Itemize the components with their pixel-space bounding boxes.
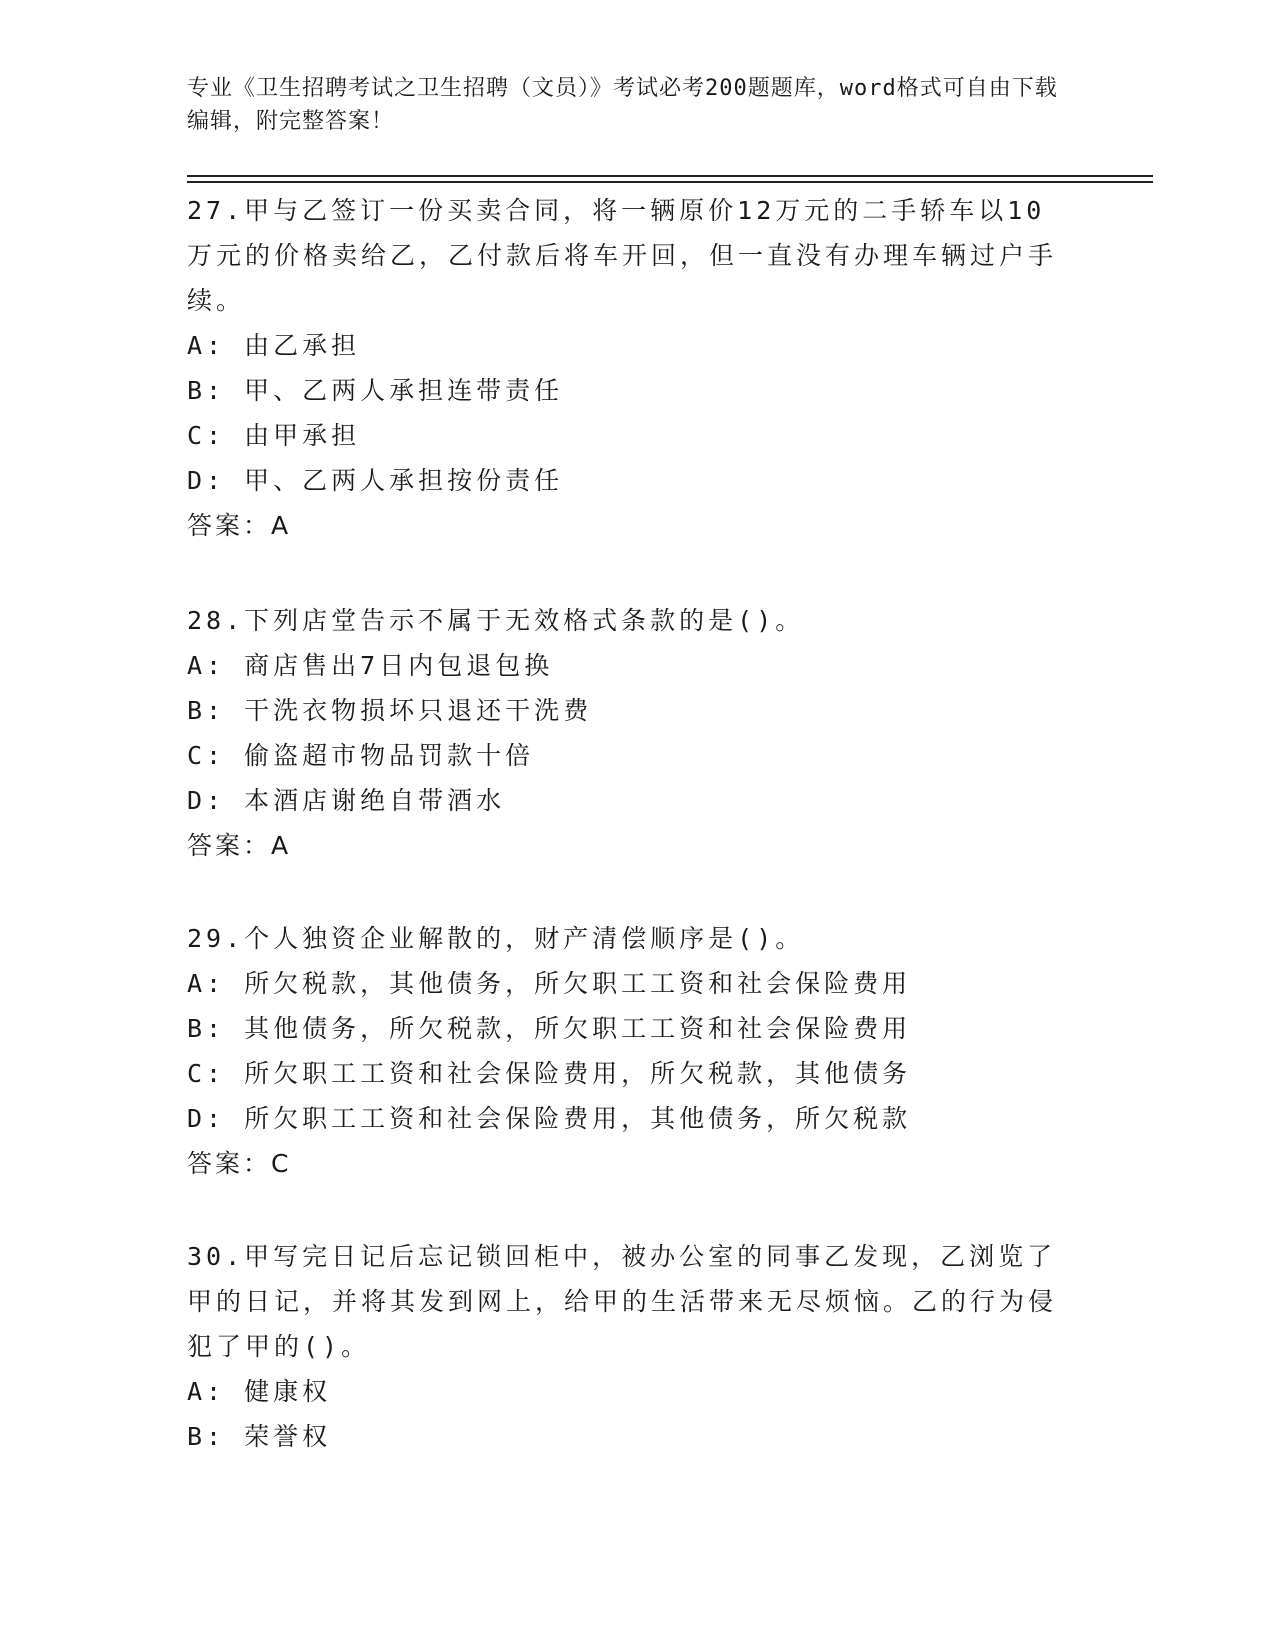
question-27 — [187, 188, 1067, 549]
option-b: B: 甲、乙两人承担连带责任 — [187, 376, 564, 405]
question-stem: 29.个人独资企业解散的，财产清偿顺序是()。 — [187, 924, 805, 953]
option-c: C: 由甲承担 — [187, 421, 361, 450]
question-28 — [187, 598, 1067, 869]
option-c: C: 偷盗超市物品罚款十倍 — [187, 741, 535, 770]
question-stem: 30.甲写完日记后忘记锁回柜中，被办公室的同事乙发现，乙浏览了甲的日记，并将其发到网上，给甲的生活带来无尽烦恼。乙的行为侵犯了甲的()。 — [187, 1242, 1058, 1361]
option-b: B: 荣誉权 — [187, 1422, 332, 1451]
header-divider-line-2 — [187, 181, 1153, 183]
option-d: D: 本酒店谢绝自带酒水 — [187, 786, 506, 815]
document-header: 专业《卫生招聘考试之卫生招聘（文员）》考试必考200题题库，word格式可自由下载编辑，附完整答案！ — [187, 76, 1058, 134]
option-a: A: 所欠税款，其他债务，所欠职工工资和社会保险费用 — [187, 969, 912, 998]
question-stem: 27.甲与乙签订一份买卖合同，将一辆原价12万元的二手轿车以10万元的价格卖给乙，乙付款后将车开回，但一直没有办理车辆过户手续。 — [187, 196, 1058, 315]
option-a: A: 由乙承担 — [187, 331, 361, 360]
option-b: B: 干洗衣物损坏只退还干洗费 — [187, 696, 593, 725]
option-d: D: 甲、乙两人承担按份责任 — [187, 466, 564, 495]
option-b: B: 其他债务，所欠税款，所欠职工工资和社会保险费用 — [187, 1014, 912, 1043]
answer-line: 答案：C — [187, 1149, 292, 1178]
option-c: C: 所欠职工工资和社会保险费用，所欠税款，其他债务 — [187, 1059, 912, 1088]
answer-line: 答案：A — [187, 511, 292, 540]
question-29 — [187, 916, 1067, 1187]
answer-line: 答案：A — [187, 831, 292, 860]
header-divider-line — [187, 175, 1153, 177]
option-a: A: 健康权 — [187, 1377, 332, 1406]
question-30 — [187, 1234, 1067, 1459]
option-d: D: 所欠职工工资和社会保险费用，其他债务，所欠税款 — [187, 1104, 912, 1133]
option-a: A: 商店售出7日内包退包换 — [187, 651, 554, 680]
question-stem: 28.下列店堂告示不属于无效格式条款的是()。 — [187, 606, 805, 635]
